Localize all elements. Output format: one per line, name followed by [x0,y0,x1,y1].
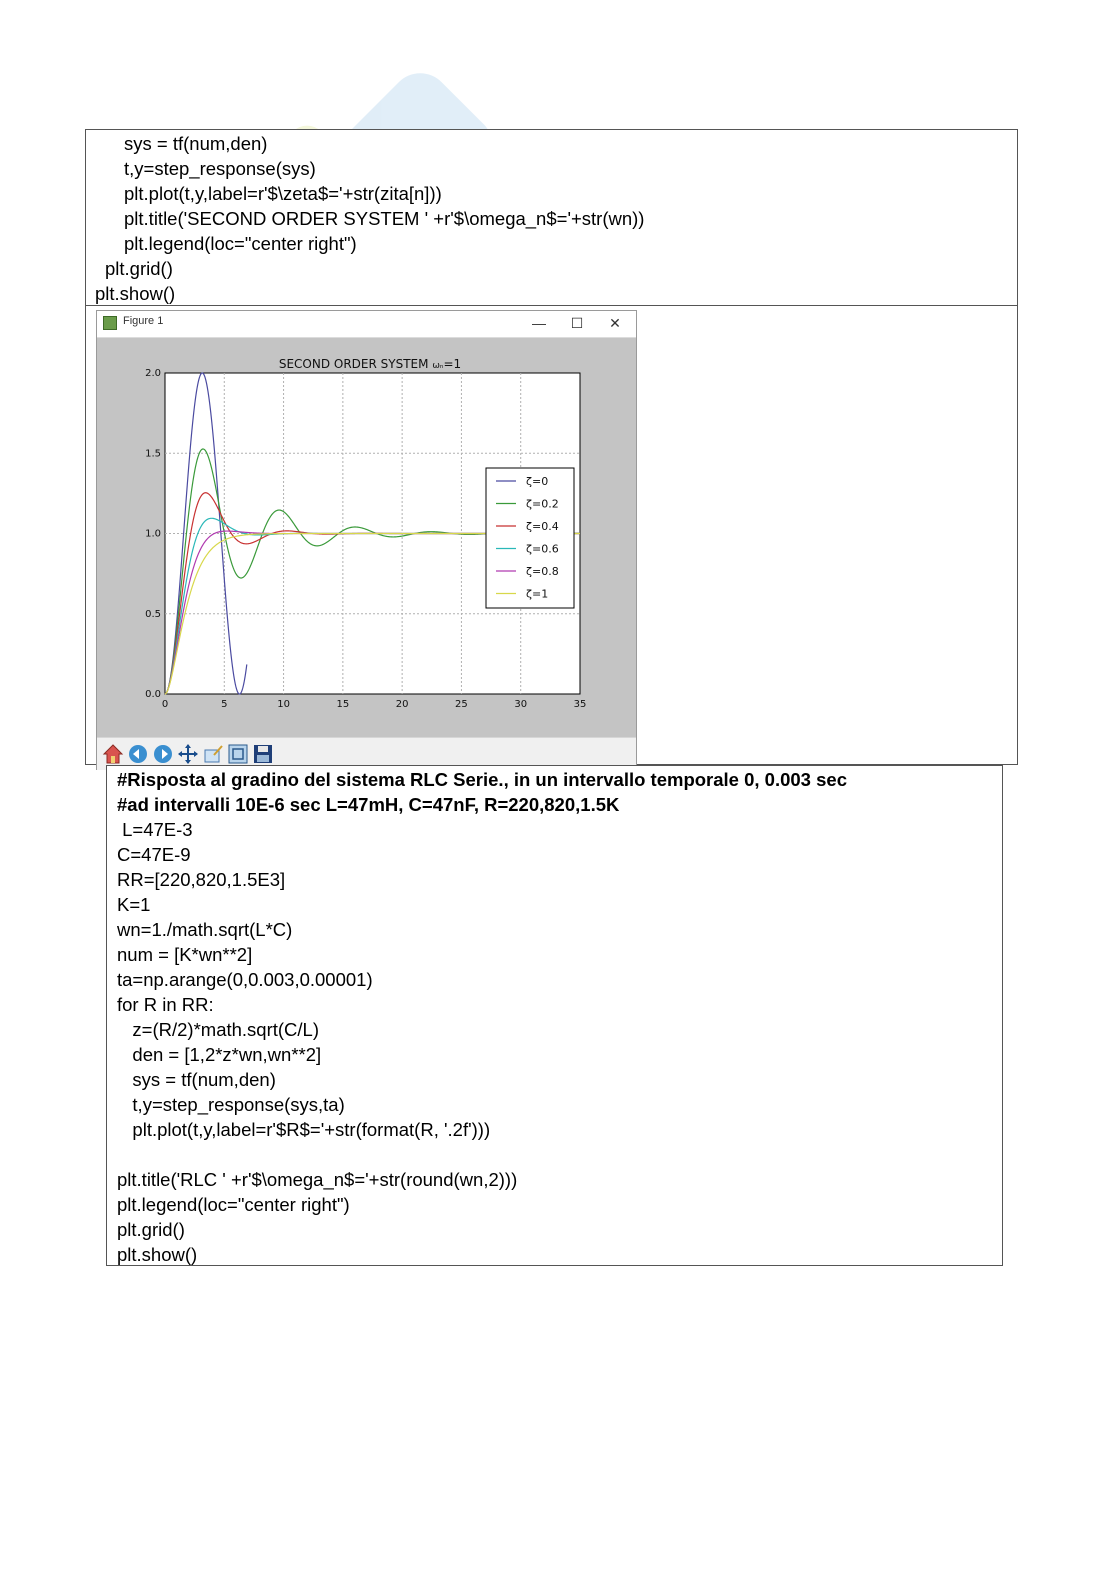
x-tick-label: 20 [395,699,409,710]
comment-line: #Risposta al gradino del sistema RLC Serie., in un intervallo temporale 0, 0.003 sec [117,769,847,790]
x-tick-label: 0 [161,699,169,710]
code-line: sys = tf(num,den) [117,1069,276,1090]
zoom-icon[interactable] [202,743,224,765]
step-response-chart [97,337,636,735]
configure-icon[interactable] [227,743,249,765]
code-line: C=47E-9 [117,844,191,865]
code-line: plt.plot(t,y,label=r'$R$='+str(format(R, '.2f'))) [117,1119,491,1140]
code-line: sys = tf(num,den) [124,133,268,154]
code-line: plt.grid() [117,1219,185,1240]
code-line: plt.title('SECOND ORDER SYSTEM ' +r'$\omega_n$='+str(wn)) [124,208,645,229]
code-line: plt.legend(loc="center right") [117,1194,350,1215]
code-line: den = [1,2*z*wn,wn**2] [117,1044,322,1065]
back-icon[interactable] [127,743,149,765]
home-icon[interactable] [102,743,124,765]
window-titlebar[interactable] [97,311,636,338]
code-line: plt.show() [117,1244,198,1265]
code-block-top [85,129,1018,306]
legend-label: ζ=0.6 [526,542,559,556]
legend-label: ζ=0 [526,475,549,488]
pan-icon[interactable] [177,743,199,765]
x-tick-label: 30 [514,699,528,710]
legend-label: ζ=0.4 [526,520,559,533]
legend-label: ζ=0.8 [526,565,559,578]
y-tick-label: 1.0 [145,528,161,540]
x-tick-label: 15 [336,699,350,710]
x-tick-label: 5 [221,699,228,710]
code-line: RR=[220,820,1.5E3] [117,869,286,890]
y-tick-label: 1.5 [145,448,161,460]
code-line: plt.show() [95,283,176,304]
window-title: Figure 1 [123,315,164,327]
code-line: wn=1./math.sqrt(L*C) [117,919,293,940]
chart-title: SECOND ORDER SYSTEM ωₙ=1 [278,357,462,371]
close-button[interactable]: ✕ [609,315,621,331]
code-block-bottom [106,765,1003,1266]
code-line: for R in RR: [117,994,214,1015]
code-line: plt.title('RLC ' +r'$\omega_n$='+str(round(wn,2))) [117,1169,518,1190]
code-line: t,y=step_response(sys,ta) [117,1094,345,1115]
minimize-button[interactable]: — [532,315,546,331]
y-tick-label: 0.5 [145,608,161,620]
forward-icon[interactable] [152,743,174,765]
y-tick-label: 2.0 [145,368,161,379]
y-tick-label: 0.0 [145,689,161,700]
figure-app-icon [103,316,117,330]
code-line: K=1 [117,894,151,915]
save-icon[interactable] [252,743,274,765]
code-line: L=47E-3 [117,819,193,840]
code-line: plt.grid() [105,258,173,279]
maximize-button[interactable]: ☐ [570,315,584,331]
x-tick-label: 25 [455,699,468,710]
code-line: z=(R/2)*math.sqrt(C/L) [117,1019,320,1040]
code-line: plt.legend(loc="center right") [124,233,357,254]
code-line: ta=np.arange(0,0.003,0.00001) [117,969,373,990]
code-line: plt.plot(t,y,label=r'$\zeta$='+str(zita[n])) [124,183,442,204]
legend-label: ζ=0.2 [526,497,559,511]
comment-line: #ad intervalli 10E-6 sec L=47mH, C=47nF, R=220,820,1.5K [117,794,620,815]
code-line: num = [K*wn**2] [117,944,253,965]
code-line: t,y=step_response(sys) [124,158,316,179]
x-tick-label: 10 [277,699,290,710]
legend-label: ζ=1 [526,587,549,601]
x-tick-label: 35 [573,699,587,710]
figure-window [96,310,637,770]
